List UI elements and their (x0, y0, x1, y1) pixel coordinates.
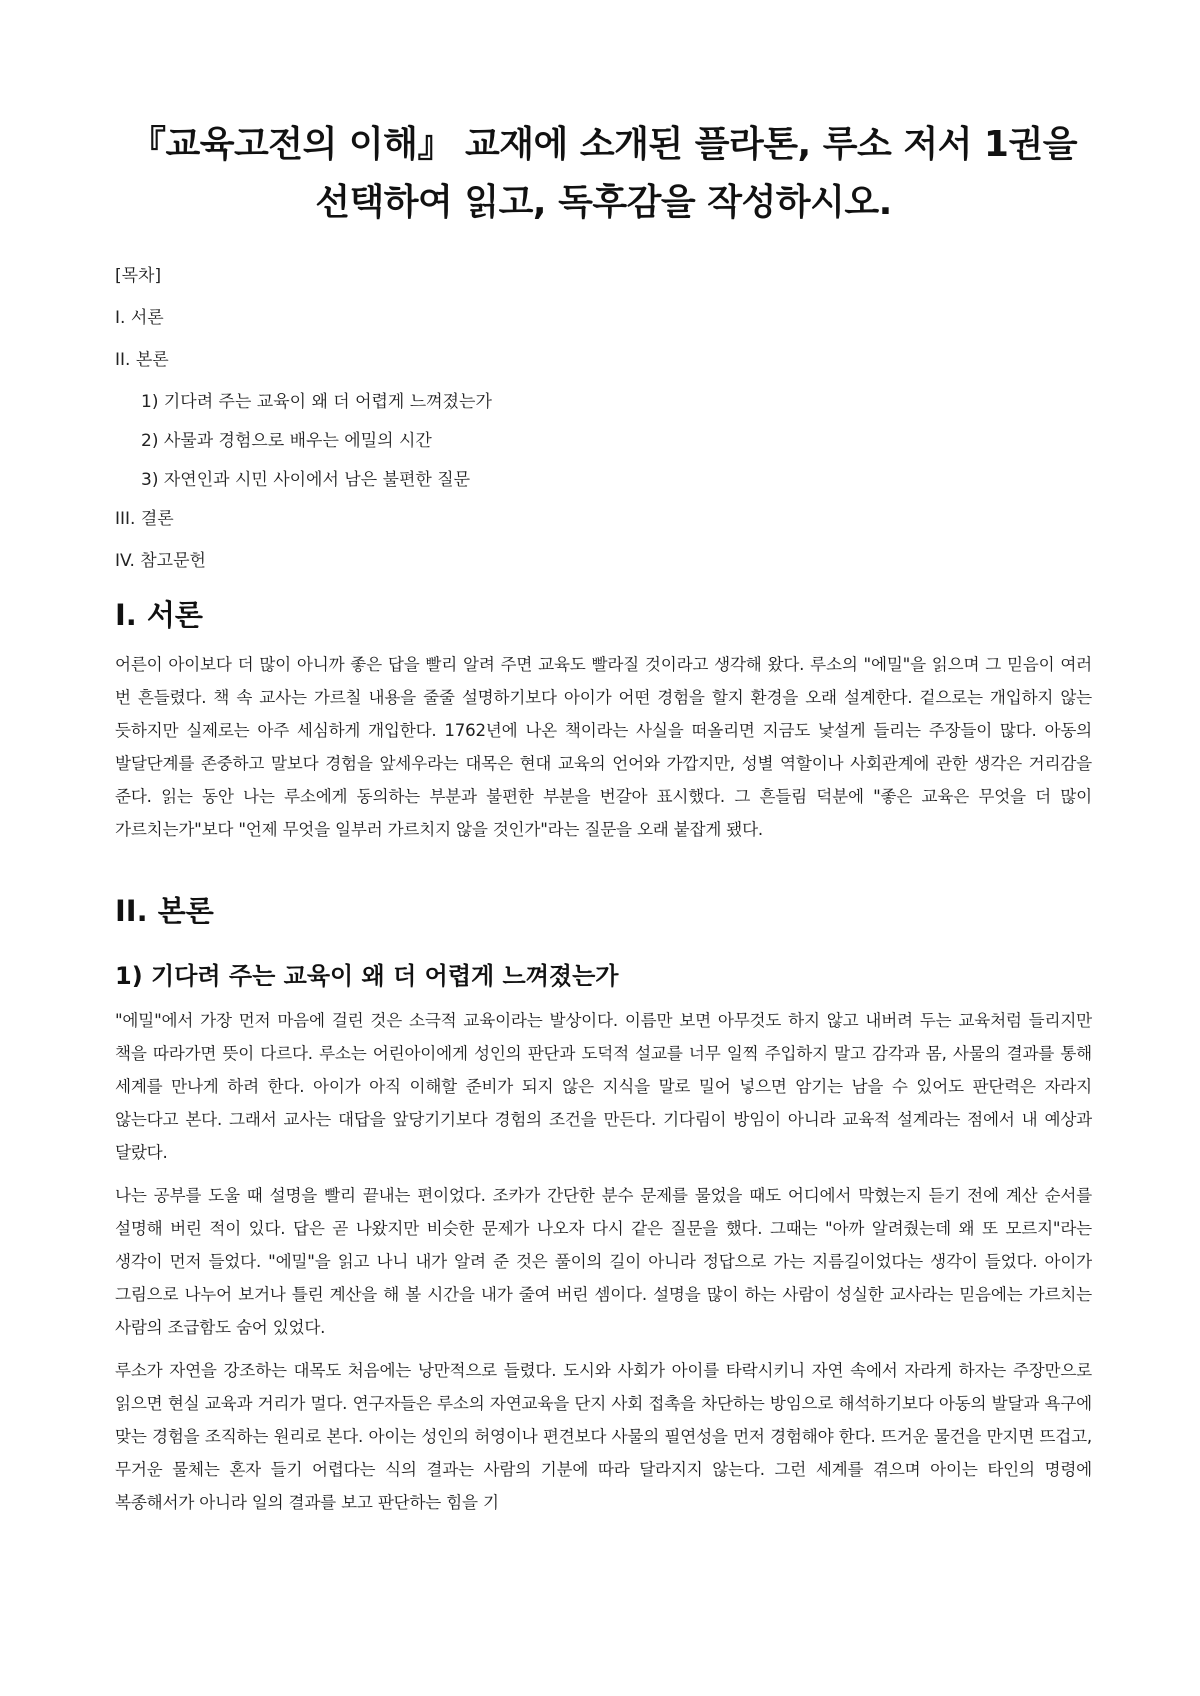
toc-item-body-2: 2) 사물과 경험으로 배우는 에밀의 시간 (141, 431, 432, 451)
section-heading-body: II. 본론 (115, 894, 214, 928)
body-paragraph: 나는 공부를 도울 때 설명을 빨리 끝내는 편이었다. 조카가 간단한 분수 문제를 물었을 때도 어디에서 막혔는지 듣기 전에 계산 순서를 설명해 버린 적이 있다. 답은 곧 나왔지만 비슷한 문제가 나오자 다시 같은 질문을 했다. 그때는 "아까 알려줬는데 왜 또 모르지"라는 생각이 먼저 들었다. "에밀"을 읽고 나니 내가 알려 준 것은 풀이의 길이 아니라 정답으로 가는 지름길이었다는 생각이 들었다. 아이가 그림으로 나누어 보거나 틀린 계산을 해 볼 시간을 내가 줄여 버린 셈이다. 설명을 많이 하는 사람이 성실한 교사라는 믿음에는 가르치는 사람의 조급함도 숨어 있었다. (115, 1186, 1092, 1337)
toc-label: [목차] (115, 266, 162, 286)
document-title: 『교육고전의 이해』 교재에 소개된 플라톤, 루소 저서 1권을 선택하여 읽고, 독후감을 작성하시오. (129, 124, 1078, 223)
toc-item-conclusion: III. 결론 (115, 509, 174, 529)
section-spacer (115, 856, 1092, 880)
toc-item-body: II. 본론 (115, 350, 169, 370)
toc-item-references: IV. 참고문헌 (115, 551, 206, 571)
toc-item-intro: I. 서론 (115, 308, 164, 328)
section-heading-intro: I. 서론 (115, 598, 203, 632)
toc-item-body-3: 3) 자연인과 시민 사이에서 남은 불편한 질문 (141, 470, 471, 490)
toc-item-body-1: 1) 기다려 주는 교육이 왜 더 어렵게 느껴졌는가 (141, 392, 492, 412)
intro-paragraph: 어른이 아이보다 더 많이 아니까 좋은 답을 빨리 알려 주면 교육도 빨라질 것이라고 생각해 왔다. 루소의 "에밀"을 읽으며 그 믿음이 여러 번 흔들렸다. 책 속 교사는 가르칠 내용을 줄줄 설명하기보다 아이가 어떤 경험을 할지 환경을 오래 설계한다. 겉으로는 개입하지 않는 듯하지만 실제로는 아주 세심하게 개입한다. 1762년에 나온 책이라는 사실을 떠올리면 지금도 낯설게 들리는 주장들이 많다. 아동의 발달단계를 존중하고 말보다 경험을 앞세우라는 대목은 현대 교육의 언어와 가깝지만, 성별 역할이나 사회관계에 관한 생각은 거리감을 준다. 읽는 동안 나는 루소에게 동의하는 부분과 불편한 부분을 번갈아 표시했다. 그 흔들림 덕분에 "좋은 교육은 무엇을 더 많이 가르치는가"보다 "언제 무엇을 일부러 가르치지 않을 것인가"라는 질문을 오래 붙잡게 됐다. (115, 655, 1092, 839)
subsection-heading-1: 1) 기다려 주는 교육이 왜 더 어렵게 느껴졌는가 (115, 962, 619, 990)
table-of-contents (115, 264, 1092, 574)
body-paragraph: 루소가 자연을 강조하는 대목도 처음에는 낭만적으로 들렸다. 도시와 사회가 아이를 타락시키니 자연 속에서 자라게 하자는 주장만으로 읽으면 현실 교육과 거리가 멀다. 연구자들은 루소의 자연교육을 단지 사회 접촉을 차단하는 방임으로 해석하기보다 아동의 발달과 욕구에 맞는 경험을 조직하는 원리로 본다. 아이는 성인의 허영이나 편견보다 사물의 필연성을 먼저 경험해야 한다. 뜨거운 물건을 만지면 뜨겁고, 무거운 물체는 혼자 들기 어렵다는 식의 결과는 사람의 기분에 따라 달라지지 않는다. 그런 세계를 겪으며 아이는 타인의 명령에 복종해서가 아니라 일의 결과를 보고 판단하는 힘을 기 (115, 1361, 1092, 1512)
body-paragraph: "에밀"에서 가장 먼저 마음에 걸린 것은 소극적 교육이라는 발상이다. 이름만 보면 아무것도 하지 않고 내버려 두는 교육처럼 들리지만 책을 따라가면 뜻이 다르다. 루소는 어린아이에게 성인의 판단과 도덕적 설교를 너무 일찍 주입하지 말고 감각과 몸, 사물의 결과를 통해 세계를 만나게 하려 한다. 아이가 아직 이해할 준비가 되지 않은 지식을 말로 밀어 넣으면 암기는 남을 수 있어도 판단력은 자라지 않는다고 본다. 그래서 교사는 대답을 앞당기기보다 경험의 조건을 만든다. 기다림이 방임이 아니라 교육적 설계라는 점에서 내 예상과 달랐다. (115, 1011, 1092, 1162)
